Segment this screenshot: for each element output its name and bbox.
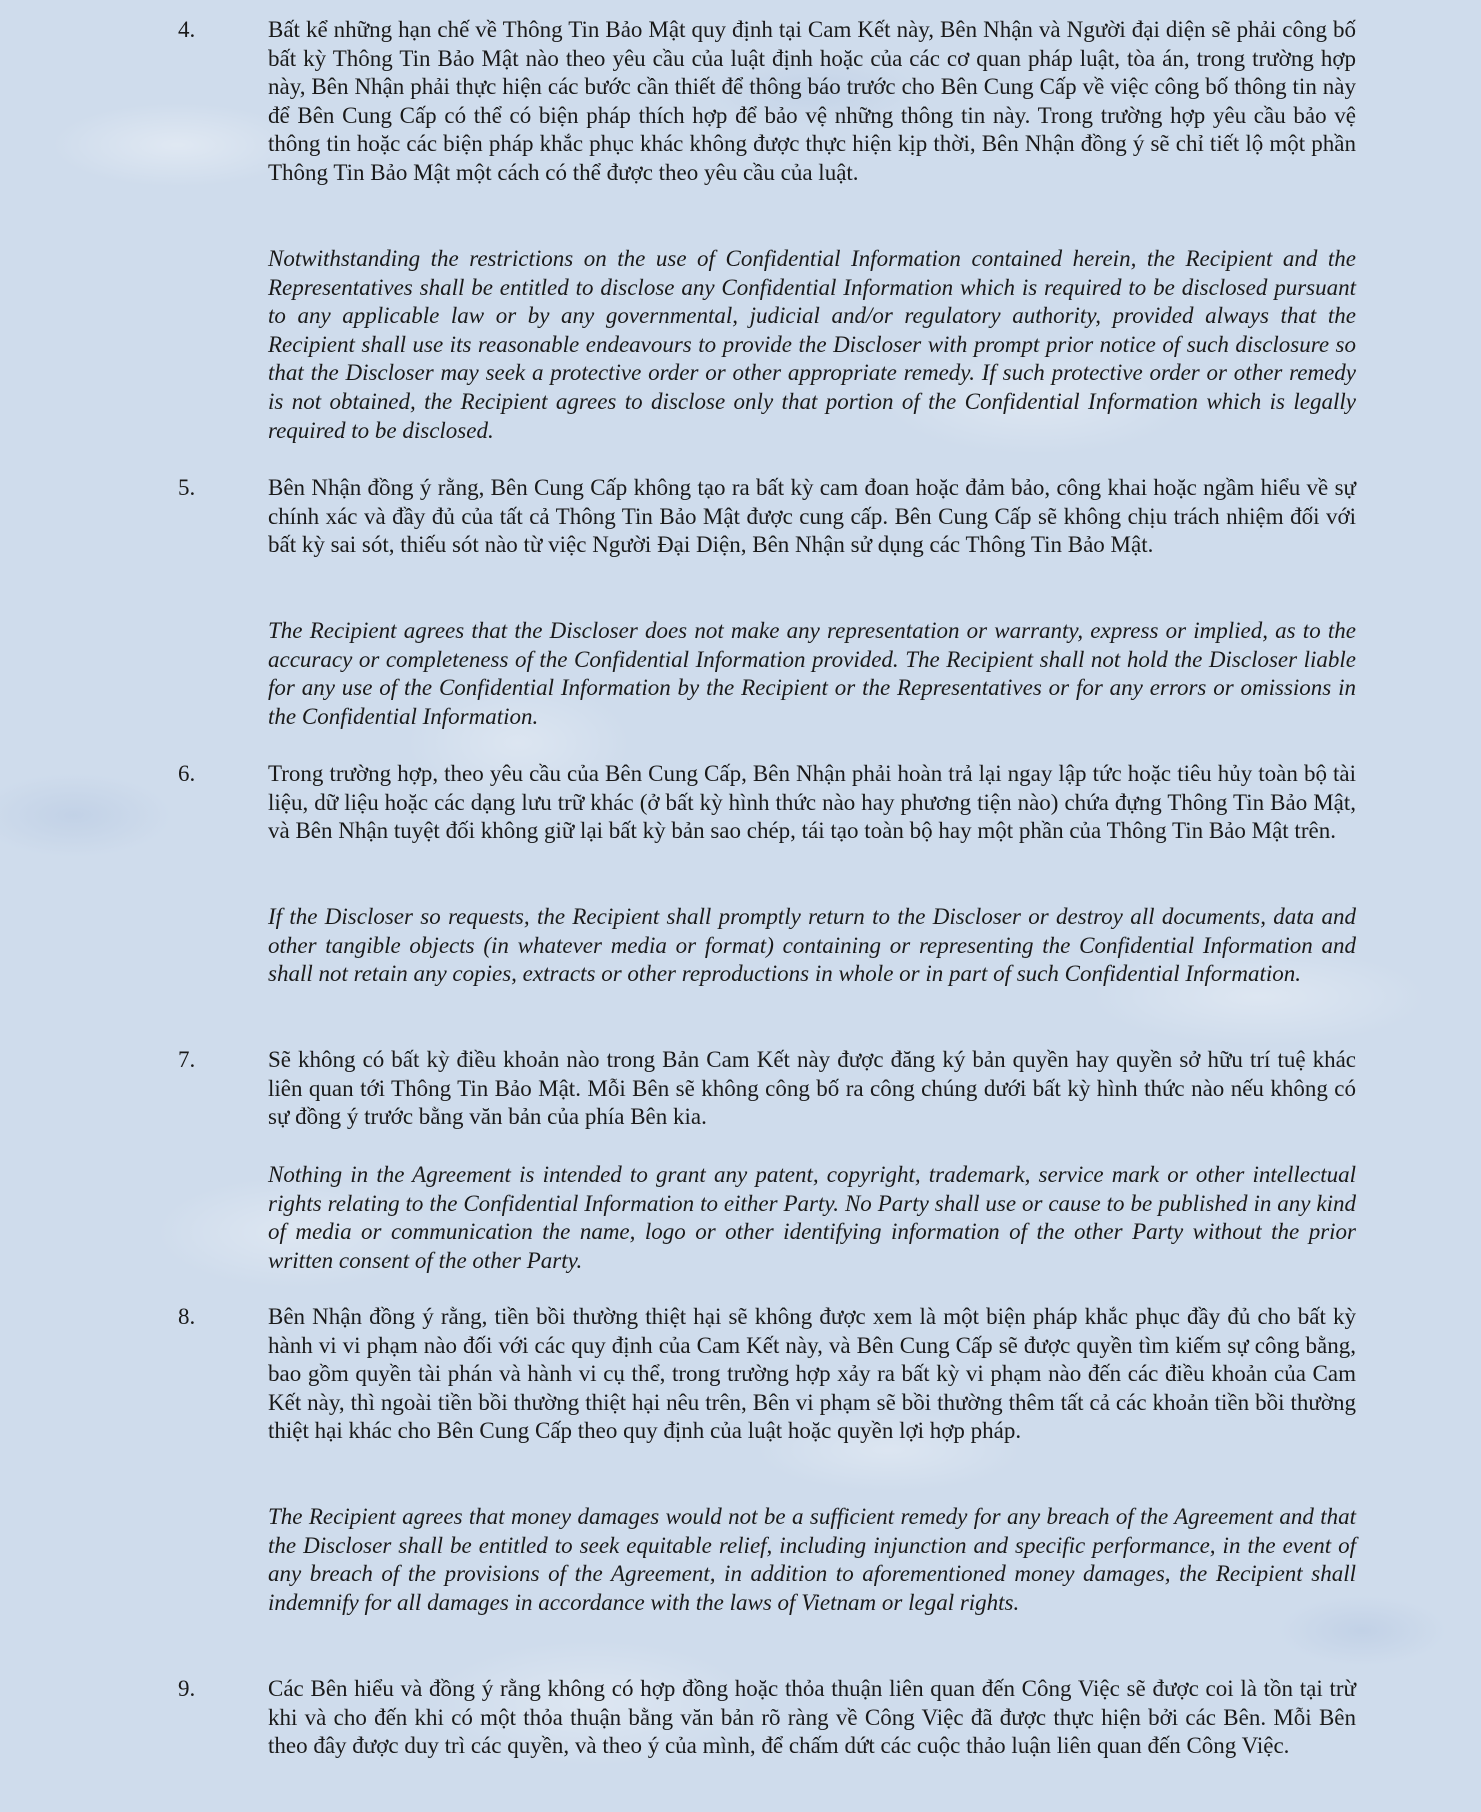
clause-number: 9. xyxy=(178,1676,196,1701)
clause-number: 7. xyxy=(178,1047,196,1072)
clause-text-english: The Recipient agrees that the Discloser does not make any representation or warranty, express or implied, as to the accuracy or completeness of the Confidential Information provided. The Recipient shall not hold the Discloser liable for any use of the Confidential Information by the Recipient or the Representatives or for any errors or omissions in the Confidential Information. xyxy=(268,618,1356,729)
clause-text-vietnamese: Sẽ không có bất kỳ điều khoản nào trong Bản Cam Kết này được đăng ký bản quyền hay quyền sở hữu trí tuệ khác liên quan tới Thông Tin Bảo Mật. Mỗi Bên sẽ không công bố ra công chúng dưới bất kỳ hình thức nào nếu không có sự đồng ý trước bằng văn bản của phía Bên kia. xyxy=(268,1047,1356,1130)
clause-text-vietnamese: Bên Nhận đồng ý rằng, tiền bồi thường thiệt hại sẽ không được xem là một biện pháp khắc phục đầy đủ cho bất kỳ hành vi vi phạm nào đối với các quy định của Cam Kết này, và Bên Cung Cấp sẽ được quyền tìm kiếm sự công bằng, bao gồm quyền tài phán và hành vi cụ thể, trong trường hợp xảy ra bất kỳ vi phạm nào đến các điều khoản của Cam Kết này, thì ngoài tiền bồi thường thiệt hại nêu trên, Bên vi phạm sẽ bồi thường thêm tất cả các khoản tiền bồi thường thiệt hại khác cho Bên Cung Cấp theo quy định của luật hoặc quyền lợi hợp pháp. xyxy=(268,1304,1356,1444)
clause-text-vietnamese: Bên Nhận đồng ý rằng, Bên Cung Cấp không tạo ra bất kỳ cam đoan hoặc đảm bảo, công khai hoặc ngầm hiểu về sự chính xác và đầy đủ của tất cả Thông Tin Bảo Mật được cung cấp. Bên Cung Cấp sẽ không chịu trách nhiệm đối với bất kỳ sai sót, thiếu sót nào từ việc Người Đại Diện, Bên Nhận sử dụng các Thông Tin Bảo Mật. xyxy=(268,475,1356,558)
clause-text-english: The Recipient agrees that money damages would not be a sufficient remedy for any breach of the Agreement and that the Discloser shall be entitled to seek equitable relief, including injunction and specific performance, in the event of any breach of the provisions of the Agreement, in addition to aforementioned money damages, the Recipient shall indemnify for all damages in accordance with the laws of Vietnam or legal rights. xyxy=(268,1504,1356,1615)
clause-number: 5. xyxy=(178,475,196,500)
clause-number: 6. xyxy=(178,761,196,786)
clause-number: 8. xyxy=(178,1304,196,1329)
clause-text-vietnamese: Bất kể những hạn chế về Thông Tin Bảo Mật quy định tại Cam Kết này, Bên Nhận và Người đại diện sẽ phải công bố bất kỳ Thông Tin Bảo Mật nào theo yêu cầu của luật định hoặc của các cơ quan pháp luật, tòa án, trong trường hợp này, Bên Nhận phải thực hiện các bước cần thiết để thông báo trước cho Bên Cung Cấp về việc công bố thông tin này để Bên Cung Cấp có thể có biện pháp thích hợp để bảo vệ những thông tin này. Trong trường hợp yêu cầu bảo vệ thông tin hoặc các biện pháp khắc phục khác không được thực hiện kịp thời, Bên Nhận đồng ý sẽ chỉ tiết lộ một phần Thông Tin Bảo Mật một cách có thể được theo yêu cầu của luật. xyxy=(268,17,1356,185)
clause-text-english: If the Discloser so requests, the Recipient shall promptly return to the Discloser or destroy all documents, data and other tangible objects (in whatever media or format) containing or representing the Confidential Information and shall not retain any copies, extracts or other reproductions in whole or in part of such Confidential Information. xyxy=(268,904,1356,987)
clause-text-english: Notwithstanding the restrictions on the use of Confidential Information contained herein, the Recipient and the Representatives shall be entitled to disclose any Confidential Information which is required to be disclosed pursuant to any applicable law or by any governmental, judicial and/or regulatory authority, provided always that the Recipient shall use its reasonable endeavours to provide the Discloser with prompt prior notice of such disclosure so that the Discloser may seek a protective order or other appropriate remedy. If such protective order or other remedy is not obtained, the Recipient agrees to disclose only that portion of the Confidential Information which is legally required to be disclosed. xyxy=(268,246,1356,443)
clause-text-vietnamese: Trong trường hợp, theo yêu cầu của Bên Cung Cấp, Bên Nhận phải hoàn trả lại ngay lập tức hoặc tiêu hủy toàn bộ tài liệu, dữ liệu hoặc các dạng lưu trữ khác (ở bất kỳ hình thức nào hay phương tiện nào) chứa đựng Thông Tin Bảo Mật, và Bên Nhận tuyệt đối không giữ lại bất kỳ bản sao chép, tái tạo toàn bộ hay một phần của Thông Tin Bảo Mật trên. xyxy=(268,761,1356,844)
clause-number: 4. xyxy=(178,17,196,42)
clause-text-vietnamese: Các Bên hiểu và đồng ý rằng không có hợp đồng hoặc thỏa thuận liên quan đến Công Việc sẽ được coi là tồn tại trừ khi và cho đến khi có một thỏa thuận bằng văn bản rõ ràng về Công Việc đã được thực hiện bởi các Bên. Mỗi Bên theo đây được duy trì các quyền, và theo ý của mình, để chấm dứt các cuộc thảo luận liên quan đến Công Việc. xyxy=(268,1676,1356,1759)
clause-text-english: Nothing in the Agreement is intended to grant any patent, copyright, trademark, service mark or other intellectual rights relating to the Confidential Information to either Party. No Party shall use or cause to be published in any kind of media or communication the name, logo or other identifying information of the other Party without the prior written consent of the other Party. xyxy=(268,1162,1356,1273)
